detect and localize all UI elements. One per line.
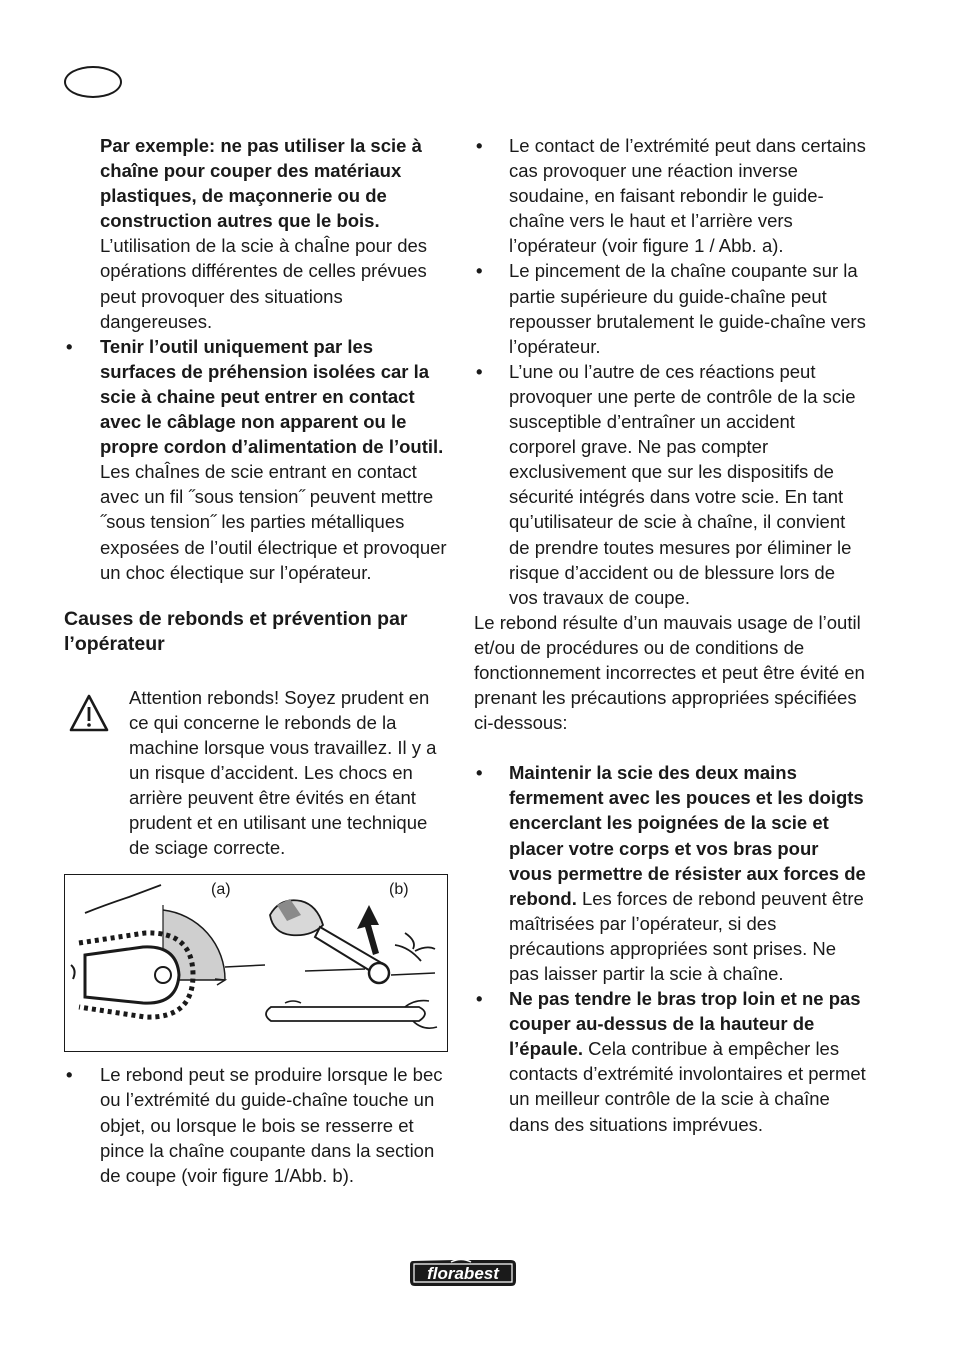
bullet-icon: • (66, 1064, 73, 1086)
bullet-icon: • (476, 988, 483, 1010)
kickback-figure (64, 874, 448, 1052)
intro-normal-text: L’utilisation de la scie à chaÎne pour des opérations différentes de celles prévues peut provoquer des situations dangereuses. (100, 235, 428, 332)
bullet-bold-text: Tenir l’outil uniquement par les surfaces de préhension isolées car la scie à chaine peut entrer en contact avec le câblage non apparent ou le propre cordon d’alimentation de l’outil. (100, 335, 444, 458)
bullet-item-pinching (474, 258, 866, 358)
bullet-text: Le rebond peut se produire lorsque le bec ou l’extrémité du guide-chaîne touche un objet, ou lorsque le bois se resserre et pince la chaîne coupante dans la section de coupe (voir figure 1/Abb. b). (100, 1064, 443, 1186)
log (266, 1007, 425, 1021)
bullet-text: L’une ou l’autre de ces réactions peut provoquer une perte de contrôle de la scie susceptible d’entraîner un accident corporel grave. Ne pas compter exclusivement que sur les dispositifs de sécurité intégrés dans votre scie. En tant qu’utilisateur de scie à chaîne, il convient de prendre toutes mesures por éliminer le risque d’accident ou de blessure lors de vos travaux de coupe. (509, 360, 856, 608)
bullet-icon: • (476, 360, 483, 382)
bullet-bold-text: Maintenir la scie des deux mains fermement avec les pouces et les doigts encerclant les poignées de la scie et placer votre corps et vos bras pour vous permettre de résister aux forces de rebond. (509, 762, 866, 909)
warning-text: Attention rebonds! Soyez prudent en ce qui concerne le rebonds de la machine lorsque vous travaillez. Il y a un risque d’accident. Les chocs en arrière peuvent être évités en étant prudent et en utilisant une technique de sciage correcte. (129, 686, 437, 859)
intro-bold-text: Par exemple: ne pas utiliser la scie à chaîne pour couper des matériaux plastiques, de maçonnerie ou de construction autres que le bois. (100, 135, 422, 232)
logo-text: florabest (427, 1264, 499, 1283)
guide-bar-outline (85, 947, 179, 1003)
figure-label-b: (b) (389, 881, 409, 899)
intro-paragraph (64, 133, 450, 334)
warning-triangle-icon (68, 693, 110, 733)
section-heading: Causes de rebonds et prévention par l’opérateur (64, 607, 408, 655)
left-column (64, 133, 450, 1188)
figure-label-a: (a) (211, 881, 231, 899)
bullet-icon: • (476, 260, 483, 282)
bullet-item-loss-of-control (474, 359, 866, 610)
kickback-arrow-icon (357, 905, 379, 955)
bullet-icon: • (476, 135, 483, 156)
bullet-text: Le pincement de la chaîne coupante sur la partie supérieure du guide-chaîne peut repousser brutalement le guide-chaîne vers l’opérateur. (509, 260, 866, 357)
kickback-illustration (65, 875, 449, 1053)
kickback-paragraph: Le rebond résulte d’un mauvais usage de l’outil et/ou de procédures ou de conditions de fonctionnement incorrectes et peut être évité en prenant les précautions appropriées spécifiées ci-dessous: (474, 611, 865, 734)
bullet-text: Le contact de l’extrémité peut dans certains cas provoquer une réaction inverse soudaine, en faisant rebondir le guide-chaîne vers le haut et l’arrière vers l’opérateur (voir figure 1 / Abb. a). (509, 135, 866, 257)
bullet-normal-text: Cela contribue à empêcher les contacts d’extrémité involontaires et permet un meilleur contrôle de la scie à chaîne dans des situations imprévues. (509, 1038, 866, 1135)
florabest-logo (407, 1257, 519, 1289)
language-badge (64, 66, 122, 98)
warning-block (64, 685, 450, 861)
right-column (474, 133, 866, 1137)
bullet-item-overreach (474, 986, 866, 1137)
bullet-icon: • (476, 762, 483, 784)
bullet-item-insulated-grip (64, 334, 450, 585)
bullet-normal-text: Les chaÎnes de scie entrant en contact avec un fil ˝sous tension˝ peuvent mettre ˝sous tension˝ les parties métalliques exposées de l’outil électrique et provoquer un choc électique sur l’opérateur. (100, 461, 447, 583)
bullet-item-tip-contact (474, 133, 866, 258)
bullet-icon: • (66, 335, 73, 357)
bullet-bold-text: Ne pas tendre le bras trop loin et ne pas couper au-dessus de la hauteur de l’épaule. (509, 988, 861, 1060)
bullet-item-two-hands (474, 760, 866, 986)
bullet-item-kickback-cause (64, 1062, 450, 1187)
bullet-normal-text: Les forces de rebond peuvent être maîtrisées par l’opérateur, si des précautions appropriées sont prises. Ne pas laisser partir la scie à chaîne. (509, 887, 864, 984)
